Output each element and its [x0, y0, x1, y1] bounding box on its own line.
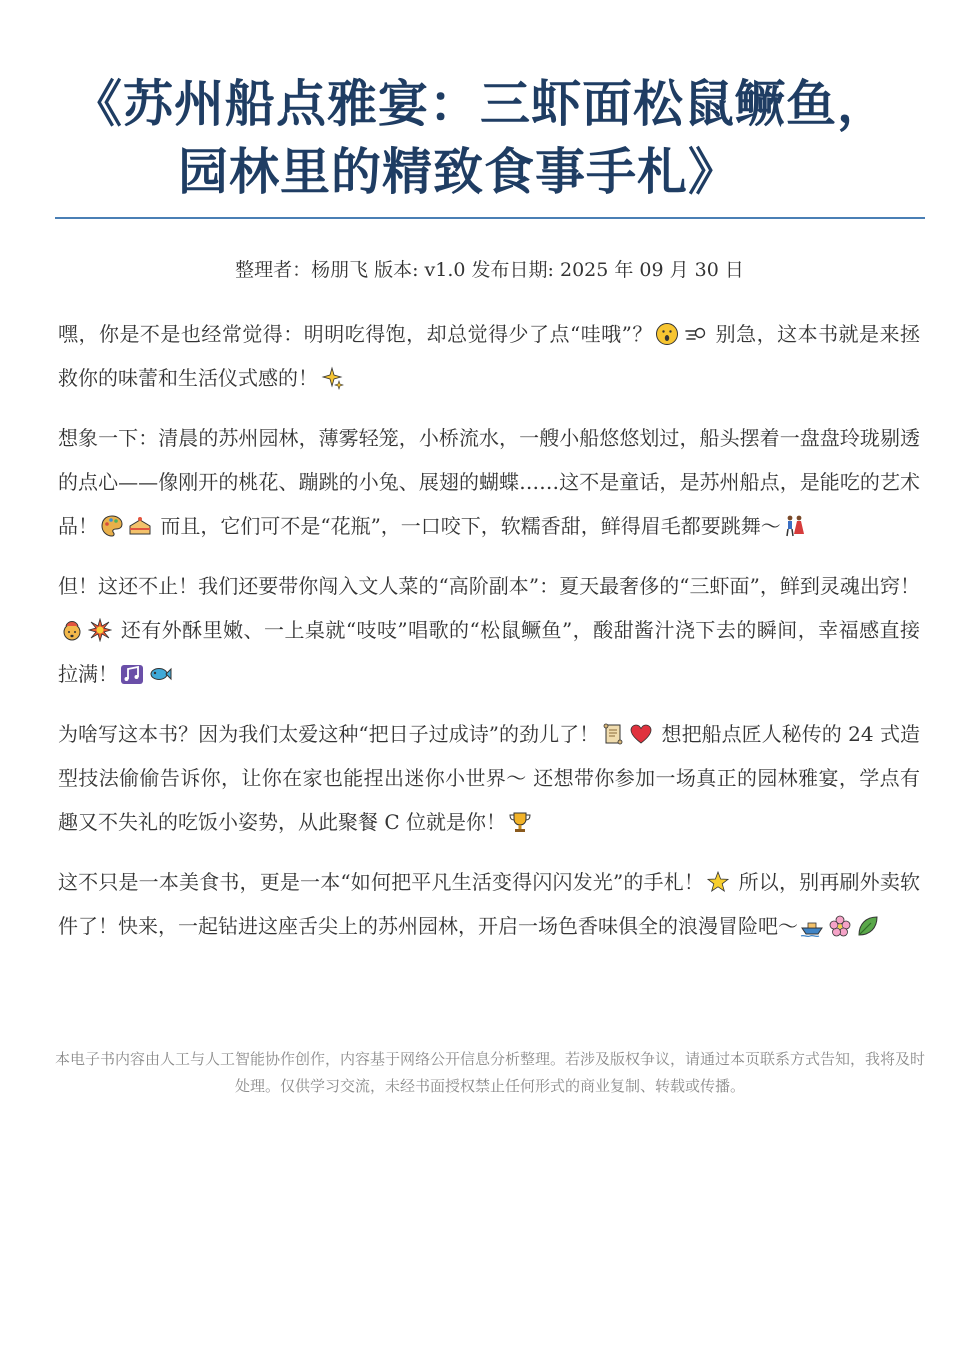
sparkles-icon: [320, 366, 344, 390]
paragraph-4-text-b: 想把船点匠人秘传的 24 式造型技法偷偷告诉你，让你在家也能捏出迷你小世界～ 还想带你参加一场真正的园林雅宴，学点有趣又不失礼的吃饭小姿势，从此聚餐 C 位就是你！: [58, 722, 920, 834]
fish-icon: [148, 662, 172, 686]
scroll-icon: [601, 722, 625, 746]
paragraph-5-text-a: 这不只是一本美食书，更是一本“如何把平凡生活变得闪闪发光”的手札！: [58, 870, 705, 894]
paragraph-3-text-b: 还有外酥里嫩、一上桌就“吱吱”唱歌的“松鼠鳜鱼”，酸甜酱汁浇下去的瞬间，幸福感直接拉满！: [58, 618, 920, 686]
music-notes-icon: [120, 662, 144, 686]
dancers-icon: [783, 514, 807, 538]
paragraph-1-text-a: 嘿，你是不是也经常觉得：明明吃得饱，却总觉得少了点“哇哦”？: [58, 322, 653, 346]
palette-icon: [100, 514, 124, 538]
paragraph-2: [58, 416, 920, 548]
cherry-blossom-icon: [828, 914, 852, 938]
document-title: [60, 70, 940, 206]
document-meta: 整理者：杨朋飞 版本: v1.0 发布日期: 2025 年 09 月 30 日: [235, 259, 744, 281]
heart-icon: [629, 722, 653, 746]
title-line-1: 《苏州船点雅宴：三虾面松鼠鳜鱼，: [72, 75, 888, 133]
paragraph-2-text-a: 想象一下：清晨的苏州园林，薄雾轻笼，小桥流水，一艘小船悠悠划过，船头摆着一盘盘玲珑剔透的点心——像刚开的桃花、蹦跳的小兔、展翅的蝴蝶……这不是童话，是苏州船点，是能吃的艺术品！: [58, 426, 920, 538]
collision-icon: [88, 618, 112, 642]
trophy-icon: [508, 810, 532, 834]
paragraph-4: [58, 712, 920, 844]
paragraph-5: [58, 860, 920, 948]
leaf-icon: [856, 914, 880, 938]
dash-icon: [683, 322, 707, 346]
paragraph-3: [58, 564, 920, 696]
title-line-2: 园林里的精致食事手札》: [178, 143, 739, 201]
paragraph-2-text-b: 而且，它们可不是“花瓶”，一口咬下，软糯香甜，鲜得眉毛都要跳舞～: [154, 514, 781, 538]
cake-icon: [128, 514, 152, 538]
title-divider: [55, 217, 925, 219]
paragraph-5-text-b: 所以，别再刷外卖软件了！快来，一起钻进这座舌尖上的苏州园林，开启一场色香味俱全的浪漫冒险吧～: [58, 870, 921, 938]
paragraph-1: [58, 312, 920, 400]
paragraph-3-text-a: 但！这还不止！我们还要带你闯入文人菜的“高阶副本”：夏天最奢侈的“三虾面”，鲜到灵魂出窍！: [58, 574, 920, 598]
copyright-notice: 本电子书内容由人工与人工智能协作创作，内容基于网络公开信息分析整理。若涉及版权争议，请通过本页联系方式告知，我将及时处理。仅供学习交流，未经书面授权禁止任何形式的商业复制、转载或传播。: [55, 1050, 926, 1095]
glowing-star-icon: [706, 870, 730, 894]
document-body: [58, 312, 920, 964]
surprised-face-icon: [655, 322, 679, 346]
boat-icon: [800, 914, 824, 938]
exploding-head-icon: [60, 618, 84, 642]
paragraph-4-text-a: 为啥写这本书？因为我们太爱这种“把日子过成诗”的劲儿了！: [58, 722, 600, 746]
paragraph-1-text-b: 别急，这本书就是来拯救你的味蕾和生活仪式感的！: [58, 322, 920, 390]
